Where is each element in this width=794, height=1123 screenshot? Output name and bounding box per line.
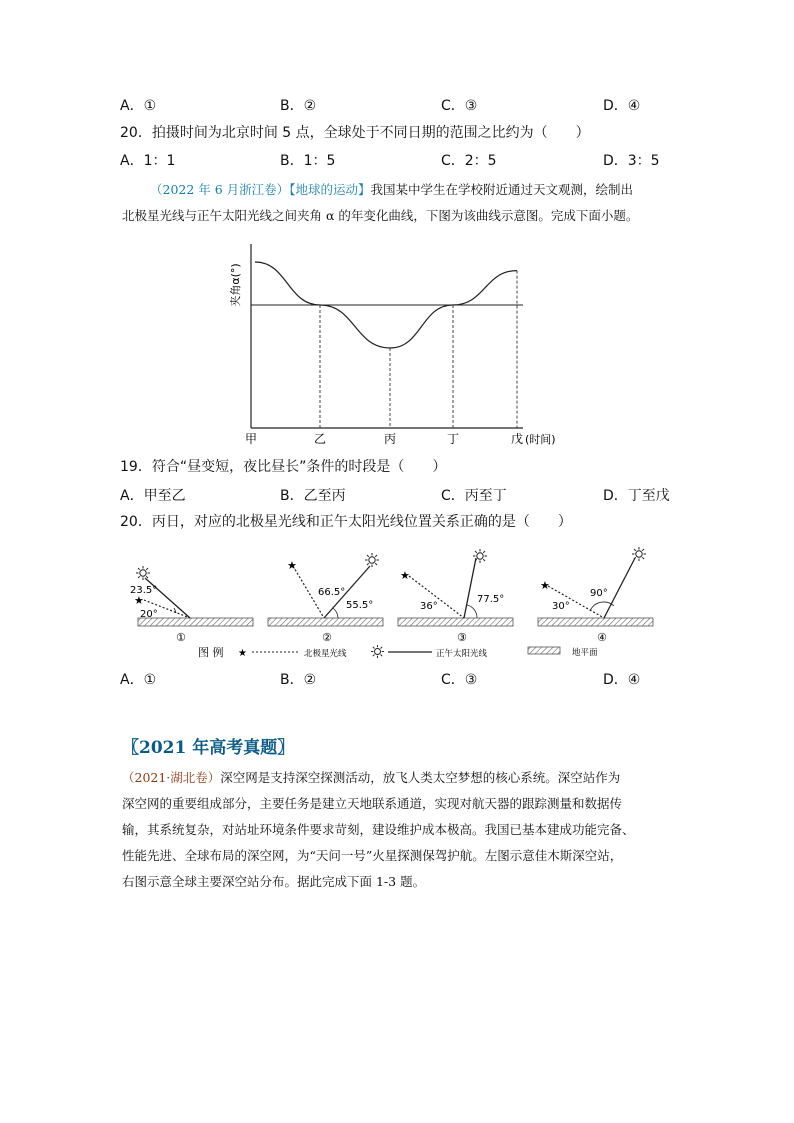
q20-option-d: D．3：5 <box>603 153 660 169</box>
panel-2 <box>268 553 383 644</box>
intro-text-1: 我国某中学生在学校附近通过天文观测，绘制出 <box>370 182 633 197</box>
passage-line-1 <box>122 765 682 791</box>
panel-3 <box>398 549 513 644</box>
panel-2-sun-angle: 55.5° <box>346 600 374 611</box>
legend-star-label: 北极星光线 <box>304 649 347 659</box>
panel-1 <box>130 566 253 644</box>
passage-line-5: 右图示意全球主要深空站分布。据此完成下面 1-3 题。 <box>122 874 426 889</box>
star-icon-4: ★ <box>540 579 550 592</box>
passage-source: （2021·湖北卷） <box>122 770 221 785</box>
panel-1-sun-angle: 23.5° <box>130 585 158 596</box>
option-a: A．① <box>120 98 157 114</box>
q19-option-d: D．丁至戊 <box>603 488 670 504</box>
star-icon-3: ★ <box>400 569 410 582</box>
panel-1-number: ① <box>176 631 186 644</box>
legend-ground-swatch <box>528 647 560 654</box>
legend-ground-label: 地平面 <box>572 648 598 658</box>
q20b-option-d: D．④ <box>603 672 641 688</box>
intro-topic: 【地球的运动】 <box>289 182 371 197</box>
star-icon-1: ★ <box>134 594 144 607</box>
legend-sun-icon <box>371 645 384 658</box>
sun-icon-3 <box>473 549 487 563</box>
panel-4 <box>538 547 653 644</box>
intro-line-2: 北极星光线与正午太阳光线之间夹角 α 的年变化曲线，下图为该曲线示意图。完成下面小题。 <box>122 208 639 223</box>
x-tick-label-4: 丁 <box>446 432 460 446</box>
x-tick-label-3: 丙 <box>383 432 397 446</box>
option-c: C．③ <box>441 98 478 114</box>
star-icon-2: ★ <box>287 559 297 572</box>
q20-option-b: B．1：5 <box>280 153 336 169</box>
q20b-option-c: C．③ <box>441 672 478 688</box>
q19-option-c: C．丙至丁 <box>441 488 507 504</box>
option-b: B．② <box>280 98 317 114</box>
alpha-angle-chart <box>225 240 565 455</box>
panel-2-number: ② <box>322 631 332 644</box>
q20b-option-b: B．② <box>280 672 317 688</box>
legend-sun-label: 正午太阳光线 <box>436 649 488 659</box>
angle-figure <box>130 538 680 663</box>
sun-icon-1 <box>136 566 150 580</box>
passage-line-4: 性能先进、全球布局的深空网，为“天问一号”火星探测保驾护航。左图示意佳木斯深空站， <box>122 848 623 863</box>
time-label: (时间) <box>525 433 556 446</box>
x-tick-label-1: 甲 <box>244 432 258 446</box>
passage-text-1: 深空网是支持深空探测活动，放飞人类太空梦想的核心系统。深空站作为 <box>220 770 621 785</box>
chart-ylabel: 夹角α(°) <box>229 263 242 307</box>
panel-2-star-angle: 66.5° <box>318 587 346 598</box>
ground-4 <box>538 618 653 626</box>
x-tick-label-5: 戊 <box>510 432 524 446</box>
option-d: D．④ <box>603 98 641 114</box>
q20-option-a: A．1：1 <box>120 153 176 169</box>
panel-3-sun-angle: 77.5° <box>477 594 505 605</box>
sun-ray-4 <box>604 558 635 618</box>
legend-title: 图 例 <box>198 646 224 659</box>
panel-4-number: ④ <box>597 631 607 644</box>
q20-option-c: C．2：5 <box>441 153 497 169</box>
x-tick-label-2: 乙 <box>313 432 327 446</box>
intro-source: （2022 年 6 月浙江卷） <box>150 182 290 197</box>
panel-4-sun-angle: 90° <box>590 588 608 599</box>
sun-icon-2 <box>365 553 379 567</box>
question-20b-stem: 20．丙日，对应的北极星光线和正午太阳光线位置关系正确的是（ ） <box>120 514 572 530</box>
q19-option-a: A．甲至乙 <box>120 488 186 504</box>
q19-option-b: B．乙至丙 <box>280 488 346 504</box>
passage-line-2: 深空网的重要组成部分，主要任务是建立天地联系通道，实现对航天器的跟踪测量和数据传 <box>122 796 623 811</box>
sun-icon-4 <box>632 547 646 561</box>
section-title: 〖2021 年高考真题〗 <box>122 738 295 758</box>
legend-star-icon: ★ <box>238 648 247 659</box>
panel-1-star-angle: 20° <box>140 609 158 620</box>
figure-legend <box>198 645 598 659</box>
panel-4-star-angle: 30° <box>552 601 570 612</box>
ground-3 <box>398 618 513 626</box>
panel-3-number: ③ <box>457 631 467 644</box>
ground-2 <box>268 618 383 626</box>
question-19-stem: 19．符合“昼变短，夜比昼长”条件的时段是（ ） <box>120 459 447 475</box>
q20b-option-a: A．① <box>120 672 157 688</box>
passage-line-3: 输，其系统复杂，对站址环境条件要求苛刻，建设维护成本极高。我国已基本建成功能完备、 <box>122 822 635 837</box>
intro-line-1 <box>150 181 633 199</box>
question-20-stem: 20．拍摄时间为北京时间 5 点，全球处于不同日期的范围之比约为（ ） <box>120 125 590 141</box>
panel-3-star-angle: 36° <box>420 601 438 612</box>
